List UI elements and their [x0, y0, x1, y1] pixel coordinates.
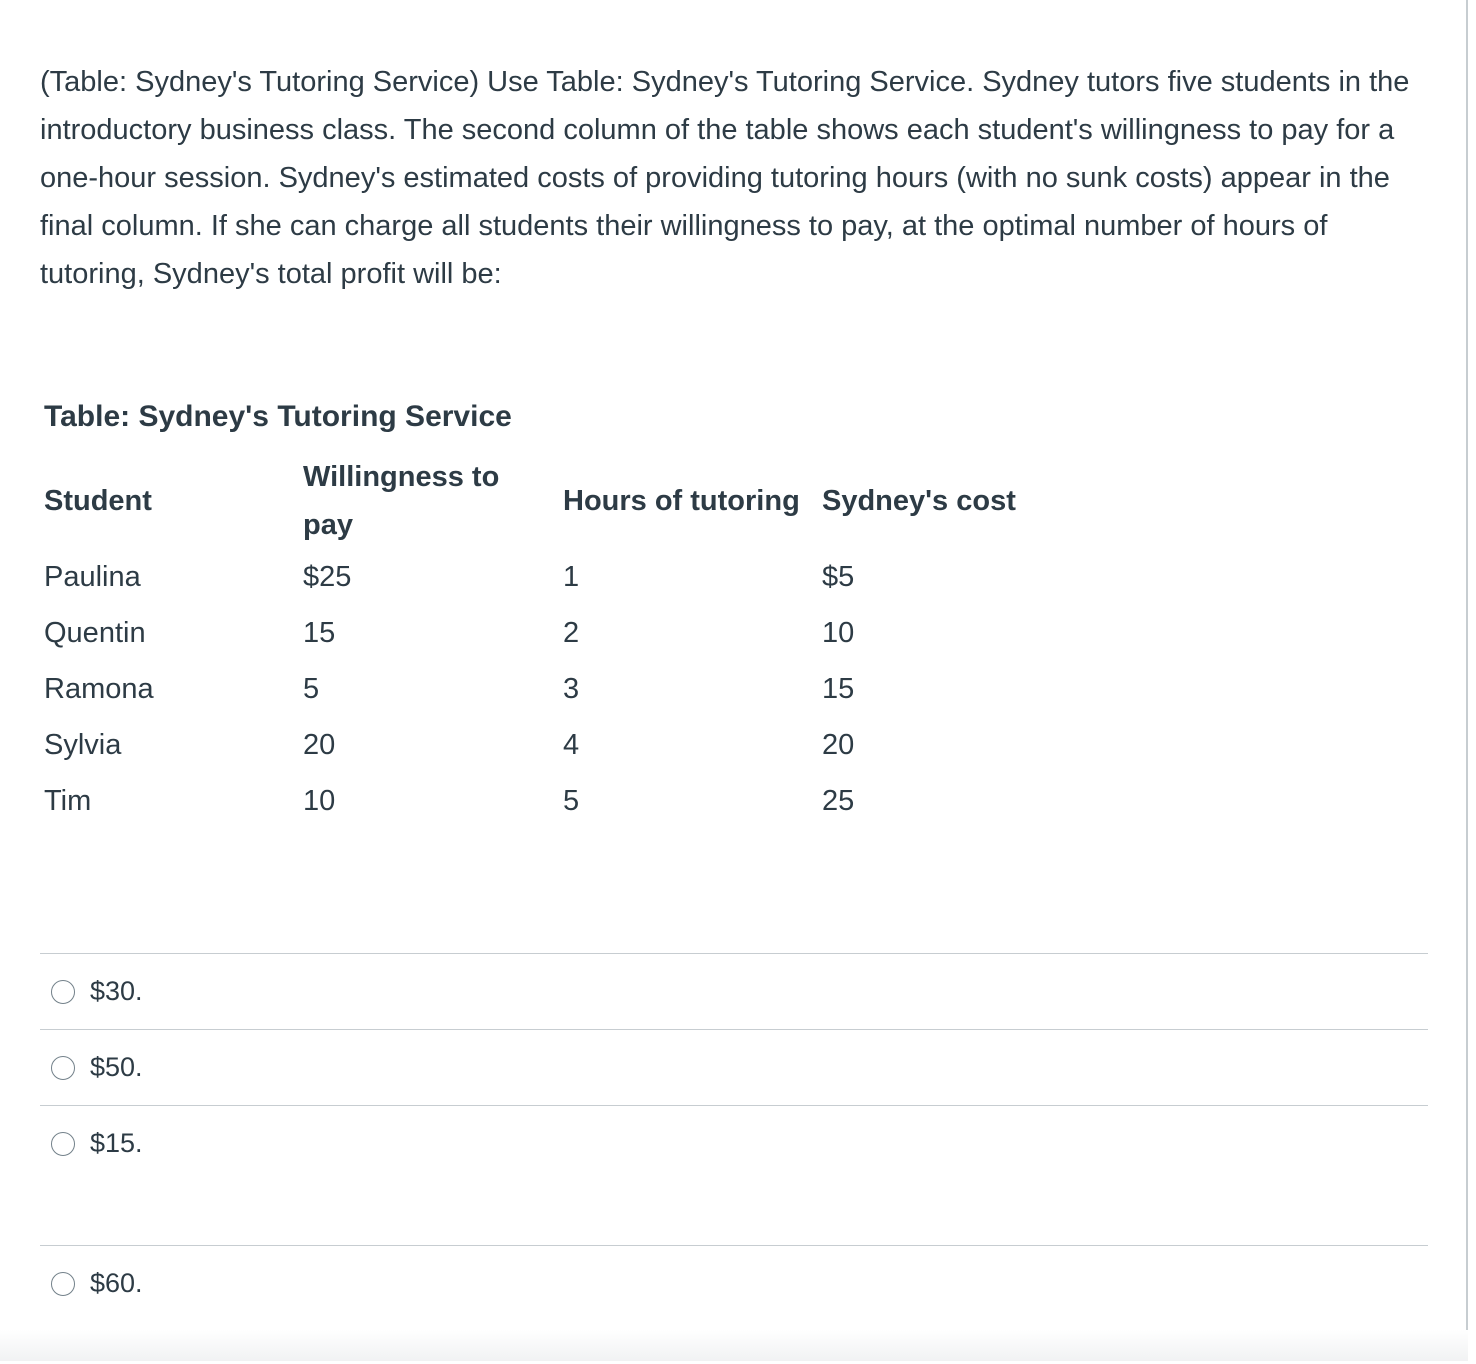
- answer-radio-1[interactable]: [51, 980, 75, 1004]
- header-student: Student: [44, 485, 152, 517]
- panel-bottom-shadow: [0, 1330, 1468, 1361]
- cell-student: Ramona: [44, 673, 154, 705]
- table-row: [44, 773, 1022, 829]
- table-row: [44, 661, 1022, 717]
- cell-willingness: 20: [303, 729, 336, 761]
- cell-student: Sylvia: [44, 729, 122, 761]
- cell-willingness: 5: [303, 673, 320, 705]
- cell-student: Tim: [44, 785, 92, 817]
- table-caption: Table: Sydney's Tutoring Service: [44, 400, 512, 433]
- answer-label-1: $30.: [90, 976, 143, 1006]
- cell-cost: 15: [822, 673, 855, 705]
- cell-cost: 10: [822, 617, 855, 649]
- question-text: (Table: Sydney's Tutoring Service) Use Table: Sydney's Tutoring Service. Sydney tutors five students in the introductory business class. The second column of the table shows each student's willingness to pay for a one-hour session. Sydney's estimated costs of providing tutoring hours (with no sunk costs) appear in the final column. If she can charge all students their willingness to pay, at the optimal number of hours of tutoring, Sydney's total profit will be:: [40, 66, 1410, 290]
- table-row: [44, 605, 1022, 661]
- answer-label-4: $60.: [90, 1268, 143, 1298]
- cell-willingness: 15: [303, 617, 336, 649]
- header-sydneys-cost: Sydney's cost: [822, 485, 1016, 517]
- cell-cost: $5: [822, 561, 855, 593]
- answer-radio-4[interactable]: [51, 1272, 75, 1296]
- answer-label-2: $50.: [90, 1052, 143, 1082]
- tutoring-table: [44, 453, 1022, 829]
- cell-cost: 20: [822, 729, 855, 761]
- answer-list: [40, 953, 1428, 1321]
- cell-willingness: 10: [303, 785, 336, 817]
- table-row: [44, 717, 1022, 773]
- cell-hours: 4: [563, 729, 580, 761]
- cell-cost: 25: [822, 785, 855, 817]
- header-willingness-to-pay-label: Willingness to pay: [303, 461, 500, 541]
- answer-label-3: $15.: [90, 1128, 143, 1158]
- answer-option-4[interactable]: [40, 1245, 1428, 1321]
- answer-option-1[interactable]: [40, 953, 1428, 1029]
- table-header-row: [44, 453, 1022, 549]
- cell-hours: 5: [563, 785, 580, 817]
- table-row: [44, 549, 1022, 605]
- answer-radio-3[interactable]: [51, 1132, 75, 1156]
- cell-hours: 1: [563, 561, 580, 593]
- answer-option-2[interactable]: [40, 1029, 1428, 1105]
- header-hours-of-tutoring: Hours of tutoring: [563, 485, 800, 517]
- cell-hours: 2: [563, 617, 580, 649]
- cell-student: Quentin: [44, 617, 146, 649]
- answer-radio-2[interactable]: [51, 1056, 75, 1080]
- header-willingness-to-pay: [303, 453, 563, 549]
- cell-willingness: $25: [303, 561, 352, 593]
- cell-hours: 3: [563, 673, 580, 705]
- answer-option-3[interactable]: [40, 1105, 1428, 1245]
- cell-student: Paulina: [44, 561, 141, 593]
